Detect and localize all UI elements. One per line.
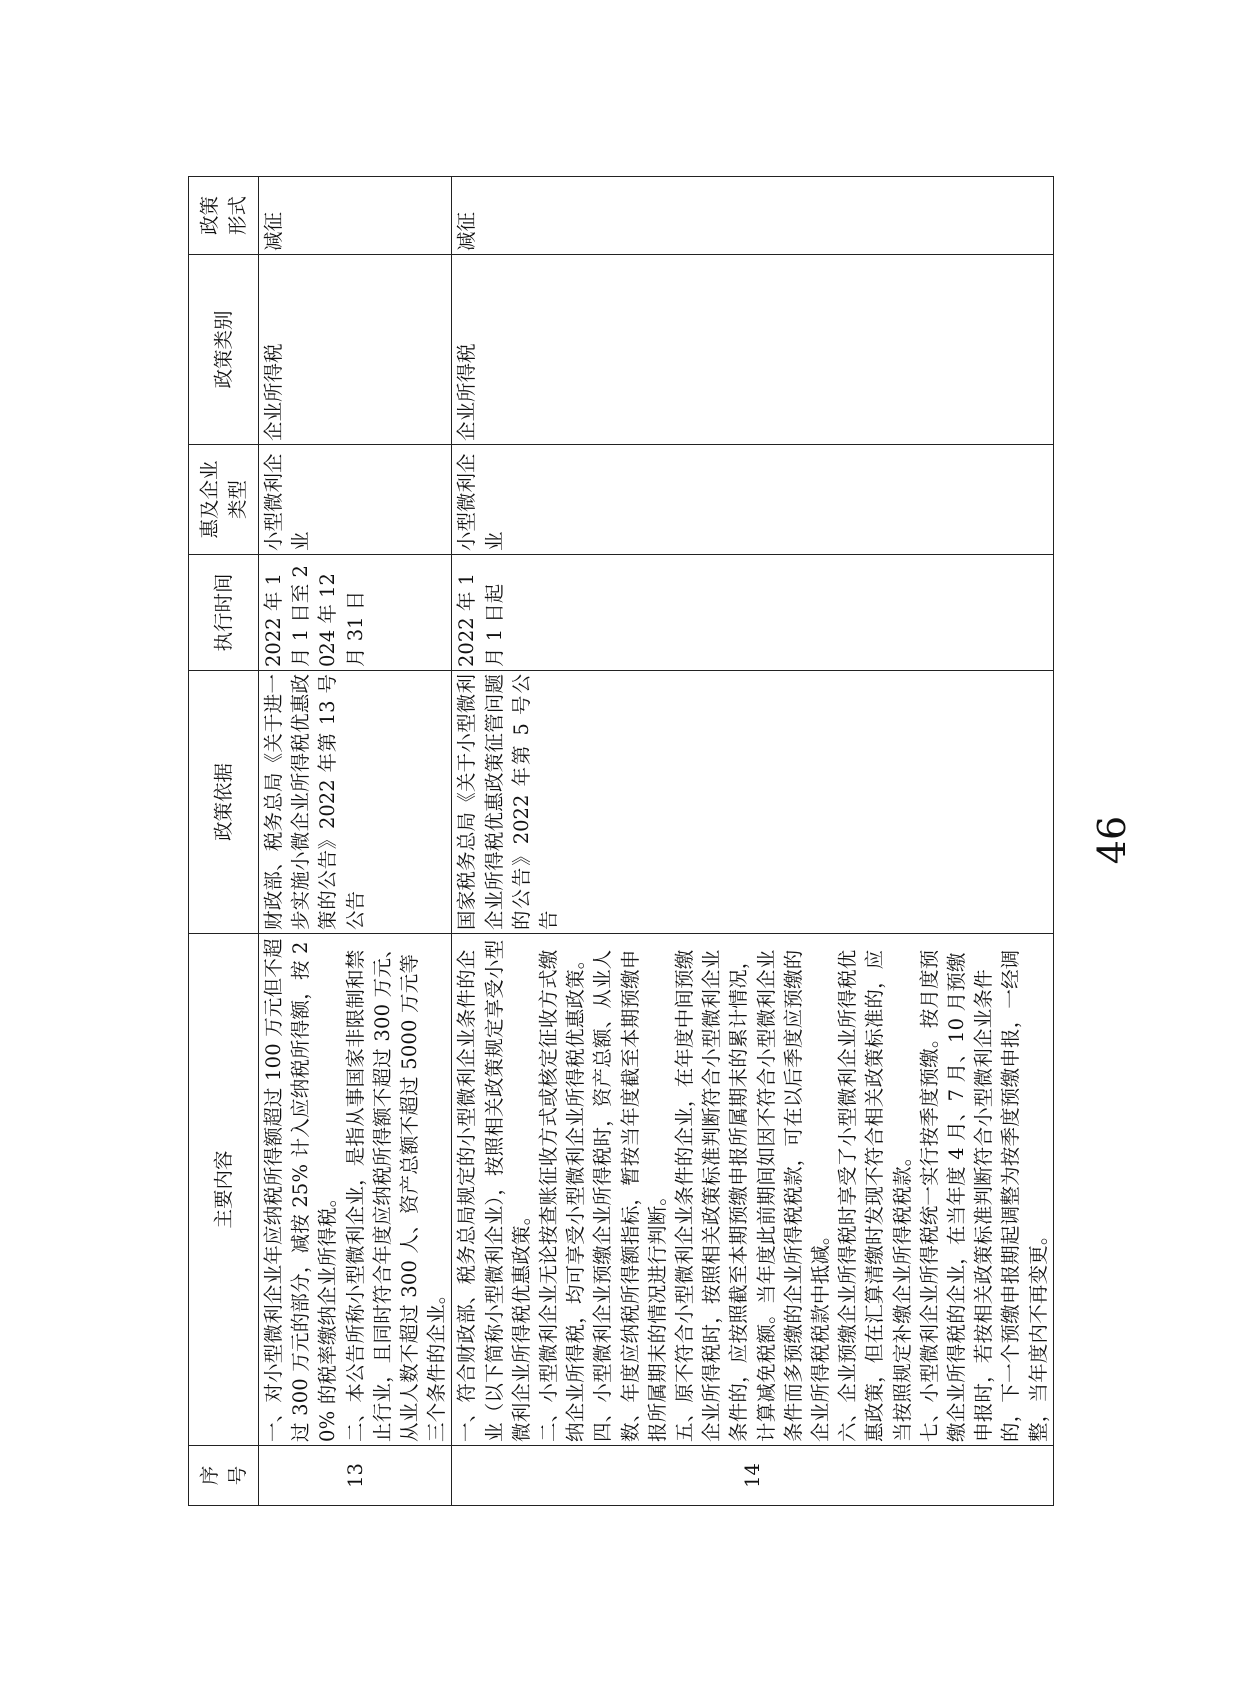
row-content (452, 934, 1053, 1446)
row-form: 减征 (259, 177, 452, 255)
content-paragraph: 六、企业预缴企业所得税时享受了小型微利企业所得税优惠政策，但在汇算清缴时发现不符合相关政策标准的，应当按照规定补缴企业所得税税款。 (836, 949, 914, 1442)
row-enterprise: 小型微利企业 (259, 445, 452, 555)
row-category: 企业所得税 (452, 255, 1053, 445)
content-paragraph: 二、小型微利企业无论按查账征收方式或核定征收方式缴纳企业所得税，均可享受小型微利企业所得税优惠政策。 (537, 949, 588, 1442)
header-form: 政策 形式 (189, 177, 259, 255)
header-enterprise: 惠及企业 类型 (189, 445, 259, 555)
table-row (259, 177, 452, 1506)
row-form: 减征 (452, 177, 1053, 255)
content-paragraph: 一、符合财政部、税务总局规定的小型微利企业条件的企业（以下简称小型微利企业），按照相关政策规定享受小型微利企业所得税优惠政策。 (455, 939, 533, 1442)
content-paragraph: 一、对小型微利企业年应纳税所得额超过 100 万元但不超过 300 万元的部分，减按 25% 计入应纳税所得额，按 20% 的税率缴纳企业所得税。 (262, 938, 340, 1442)
row-content (259, 934, 452, 1446)
header-row (189, 177, 259, 1506)
content-paragraph: 七、小型微利企业所得税统一实行按季度预缴。按月度预缴企业所得税的企业，在当年度 4 月、7 月、10 月预缴申报时，若按相关政策标准判断符合小型微利企业条件的，下一个预缴申报期起调整为按季度预缴申报，一经调整，当年度内不再变更。 (917, 949, 1050, 1442)
header-content: 主要内容 (189, 934, 259, 1446)
header-basis: 政策依据 (189, 671, 259, 934)
row-seq: 13 (259, 1446, 452, 1506)
content-paragraph: 五、原不符合小型微利企业条件的企业，在年度中间预缴企业所得税时，按照相关政策标准判断符合小型微利企业条件的，应按照截至本期预缴申报所属期末的累计情况，计算减免税额。当年度此前期间如因不符合小型微利企业条件而多预缴的企业所得税税款，可在以后季度应预缴的企业所得税税款中抵减。 (673, 949, 833, 1442)
table-row (452, 177, 1053, 1506)
header-category: 政策类别 (189, 255, 259, 445)
policy-table (188, 176, 1054, 1506)
rotated-page-content (188, 177, 1050, 1506)
row-period: 2022 年 1 月 1 日至 2024 年 12 月 31 日 (259, 555, 452, 671)
row-period: 2022 年 1 月 1 日起 (452, 555, 1053, 671)
row-enterprise: 小型微利企业 (452, 445, 1053, 555)
row-seq: 14 (452, 1446, 1053, 1506)
row-basis: 国家税务总局《关于小型微利企业所得税优惠政策征管问题的公告》2022 年第 5 号公告 (452, 671, 1053, 934)
row-basis: 财政部、税务总局《关于进一步实施小微企业所得税优惠政策的公告》2022 年第 13 号公告 (259, 671, 452, 934)
header-period: 执行时间 (189, 555, 259, 671)
content-paragraph: 二、本公告所称小型微利企业，是指从事国家非限制和禁止行业，且同时符合年度应纳税所得额不超过 300 万元、从业人数不超过 300 人、资产总额不超过 5000 万元等三个条件的企业。 (343, 938, 449, 1442)
page-number: 46 (1090, 815, 1134, 865)
row-category: 企业所得税 (259, 255, 452, 445)
header-seq: 序 号 (189, 1446, 259, 1506)
content-paragraph: 四、小型微利企业预缴企业所得税时，资产总额、从业人数、年度应纳税所得额指标，暂按当年度截至本期预缴申报所属期末的情况进行判断。 (591, 949, 669, 1442)
